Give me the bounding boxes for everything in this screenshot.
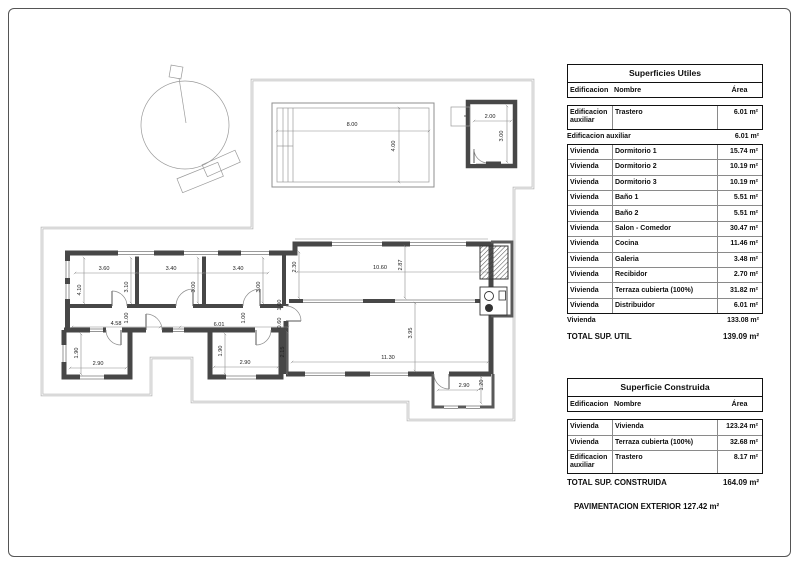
table-row [568, 221, 762, 236]
cell-nombre: Terraza cubierta (100%) [612, 436, 717, 450]
table-group [567, 144, 763, 315]
cell-nombre: Cocina [612, 237, 717, 251]
dimension-label: 1.00 [241, 312, 247, 324]
cell-nombre: Galeria [612, 253, 717, 267]
table-row [568, 282, 762, 297]
cell-edificacion: Vivienda [570, 224, 599, 232]
cell-area: 10.19 m² [717, 176, 762, 190]
cell-area: 8.17 m² [717, 451, 762, 473]
swimming-pool [272, 103, 434, 187]
column-header-edificacion: Edificacion [570, 398, 609, 408]
cell-edificacion: Vivienda [570, 438, 599, 446]
dimension-label: 1.90 [218, 345, 224, 357]
cell-nombre: Baño 2 [612, 206, 717, 220]
column-header-edificacion: Edificacion [570, 84, 609, 94]
table-row [568, 205, 762, 220]
cell-nombre: Vivienda [612, 420, 717, 434]
cell-edificacion: Vivienda [570, 194, 599, 202]
dimension-label: 3.00 [256, 281, 262, 293]
table-header [567, 378, 763, 412]
cell-edificacion: Edificacion auxiliar [570, 109, 608, 125]
table-row [568, 145, 762, 159]
total-label: TOTAL SUP. UTIL [567, 331, 632, 341]
cell-edificacion: Vivienda [570, 240, 599, 248]
cell-nombre: Recibidor [612, 268, 717, 282]
dimension-label: 3.00 [499, 130, 505, 142]
cell-nombre: Baño 1 [612, 191, 717, 205]
cell-area: 2.70 m² [717, 268, 762, 282]
subtotal-value: 133.08 m² [727, 317, 759, 325]
table-body [567, 419, 763, 474]
cell-area: 10.19 m² [717, 160, 762, 174]
pavimentacion-note: PAVIMENTACION EXTERIOR 127.42 m² [574, 502, 720, 511]
table-row [568, 159, 762, 174]
column-header-area: Área [731, 84, 748, 94]
subtotal-value: 6.01 m² [734, 132, 759, 140]
table-row [568, 236, 762, 251]
dimension-label: 3.60 [98, 266, 110, 272]
cell-nombre: Terraza cubierta (100%) [612, 283, 717, 297]
cell-area: 31.82 m² [717, 283, 762, 297]
cell-area: 3.48 m² [717, 253, 762, 267]
table-body [567, 105, 763, 328]
dimension-label: 2.90 [92, 361, 104, 367]
table-row [568, 175, 762, 190]
dimension-label: 1.90 [74, 347, 80, 359]
windows [61, 241, 480, 411]
total-label: TOTAL SUP. CONSTRUIDA [567, 477, 667, 487]
dimension-label: 10.60 [373, 265, 387, 271]
table-row [568, 252, 762, 267]
total-value: 164.09 m² [723, 477, 759, 487]
cell-edificacion: Edificacion auxiliar [570, 454, 608, 470]
table-row [568, 298, 762, 313]
table-header [567, 64, 763, 98]
total-value: 139.09 m² [723, 331, 759, 341]
dimension-label: 2.87 [398, 259, 404, 271]
dimension-label: 4.10 [77, 284, 83, 296]
table-row [568, 420, 762, 434]
dimension-label: 4.58 [110, 321, 122, 327]
cell-area: 6.01 m² [717, 106, 762, 128]
cell-area: 5.51 m² [717, 191, 762, 205]
dimension-label: 0.60 [277, 317, 283, 329]
dimension-label: 11.30 [381, 355, 395, 361]
cell-nombre: Dormitorio 3 [612, 176, 717, 190]
cell-area: 11.46 m² [717, 237, 762, 251]
dimension-label: 1.00 [277, 299, 283, 311]
cell-nombre: Dormitorio 2 [612, 160, 717, 174]
dimension-label: 3.40 [165, 266, 177, 272]
cell-area: 123.24 m² [717, 420, 762, 434]
dimension-label: 2.30 [292, 261, 298, 273]
table-row [568, 450, 762, 473]
subtotal-row [567, 130, 763, 144]
cell-nombre: Dormitorio 1 [612, 145, 717, 159]
cell-nombre: Trastero [612, 106, 717, 128]
table-group [567, 105, 763, 129]
barbecue-chimney [480, 246, 508, 315]
dimension-label: 1.20 [479, 379, 485, 391]
cell-nombre: Salon - Comedor [612, 222, 717, 236]
dimension-label: 6.01 [213, 322, 225, 328]
storage-building [451, 102, 515, 166]
table-title: Superficie Construida [568, 379, 762, 397]
superficies-utiles-table [567, 64, 763, 341]
garden-tree [141, 65, 240, 193]
total-row [567, 474, 763, 487]
dimension-label: 2.90 [458, 383, 470, 389]
subtotal-label: Edificacion auxiliar [567, 132, 631, 140]
table-title: Superficies Utiles [568, 65, 762, 83]
dimension-label: 2.00 [484, 114, 496, 120]
dimension-label: 3.40 [232, 266, 244, 272]
cell-edificacion: Vivienda [570, 286, 599, 294]
dimension-label: 2.15 [280, 346, 286, 358]
table-row [568, 435, 762, 450]
cell-nombre: Trastero [612, 451, 717, 473]
subtotal-row [567, 314, 763, 328]
subtotal-label: Vivienda [567, 317, 596, 325]
column-header-nombre: Nombre [614, 84, 642, 94]
cell-area: 15.74 m² [717, 145, 762, 159]
cell-area: 30.47 m² [717, 222, 762, 236]
cell-area: 32.68 m² [717, 436, 762, 450]
cell-edificacion: Vivienda [570, 147, 599, 155]
cell-edificacion: Vivienda [570, 178, 599, 186]
dimension-label: 3.95 [408, 327, 414, 339]
cell-edificacion: Vivienda [570, 423, 599, 431]
cell-edificacion: Vivienda [570, 163, 599, 171]
cell-edificacion: Vivienda [570, 302, 599, 310]
dimension-label: 2.90 [239, 360, 251, 366]
table-row [568, 267, 762, 282]
dimension-label: 4.00 [391, 140, 397, 152]
cell-nombre: Distribuidor [612, 299, 717, 313]
cell-edificacion: Vivienda [570, 271, 599, 279]
column-header-nombre: Nombre [614, 398, 642, 408]
cell-area: 5.51 m² [717, 206, 762, 220]
cell-area: 6.01 m² [717, 299, 762, 313]
superficie-construida-table [567, 378, 763, 487]
cell-edificacion: Vivienda [570, 209, 599, 217]
table-group [567, 419, 763, 474]
column-header-area: Área [731, 398, 748, 408]
dimension-label: 3.10 [124, 281, 130, 293]
table-row [568, 106, 762, 128]
dimension-label: 3.00 [191, 281, 197, 293]
dimension-label: 8.00 [346, 122, 358, 128]
cell-edificacion: Vivienda [570, 255, 599, 263]
total-row [567, 328, 763, 341]
table-row [568, 190, 762, 205]
dimension-label: 1.00 [124, 312, 130, 324]
